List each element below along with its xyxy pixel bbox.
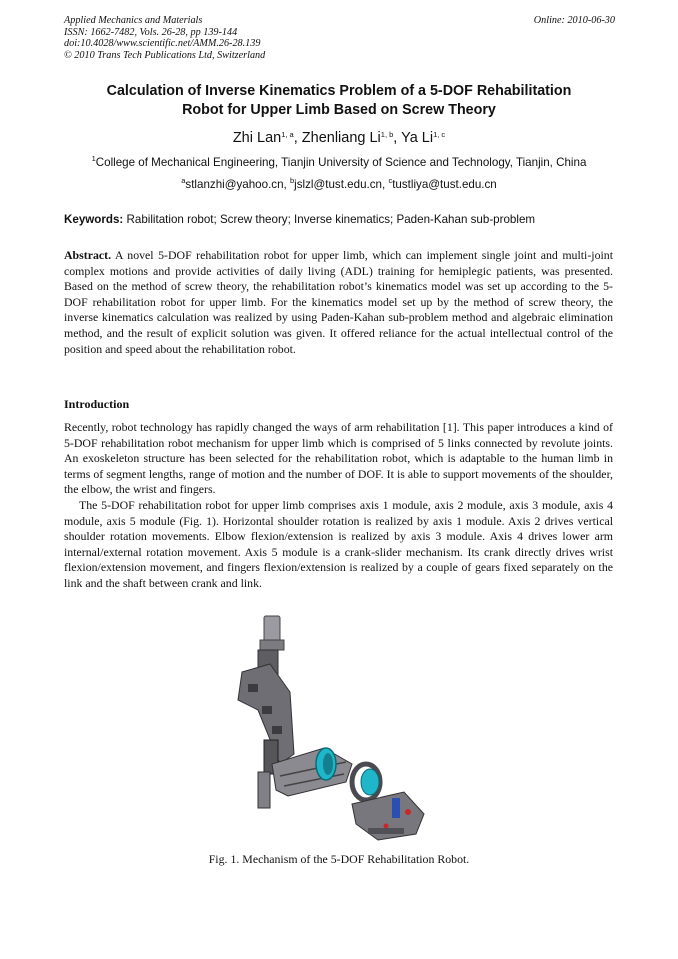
paper-title — [40, 82, 638, 119]
title-line-1: Calculation of Inverse Kinematics Problem of a 5-DOF Rehabilitation — [106, 83, 572, 99]
email-link[interactable]: stlanzhi@yahoo.cn — [185, 178, 284, 191]
copyright-line: © 2010 Trans Tech Publications Ltd, Switzerland — [64, 49, 266, 61]
hand-gear — [392, 798, 400, 818]
section-heading: Introduction — [64, 397, 130, 411]
plate-slot — [262, 706, 272, 714]
title-line-2: Robot for Upper Limb Based on Screw Theory — [182, 101, 496, 118]
email-sup: b — [290, 176, 295, 185]
introduction-body — [64, 420, 613, 592]
indicator-red — [405, 809, 411, 815]
affiliation-text: College of Mechanical Engineering, Tianjin University of Science and Technology, Tianjin, China — [95, 156, 587, 169]
finger-link — [368, 828, 404, 834]
motor-flange — [260, 640, 284, 650]
author-sup: 1, a — [281, 130, 294, 139]
cuff-inner — [323, 753, 333, 775]
figure-caption: Fig. 1. Mechanism of the 5-DOF Rehabilitation Robot. — [208, 852, 470, 866]
axis-3-motor — [258, 772, 270, 808]
author-sep: , — [393, 130, 402, 146]
keywords-label: Keywords: — [64, 213, 124, 226]
abstract-text: A novel 5-DOF rehabilitation robot for upper limb, which can implement single joint and multi-joint complex motions and provide activities of daily living (ADL) training for hemiplegic patients, was presented. Based on the method of screw theory, the rehabilitation robot’s kinematics model was set up according to the 5-DOF rehabilitation robot for upper limb. For the kinematics model set up by the method of screw theory, the inverse kinematics calculation was realized by using Paden-Kahan sub-problem method and algebraic elimination method, and the result of explicit solution was given. It offered reliance for the actual intellectual control of the position and speed about the rehabilitation robot. — [64, 248, 613, 356]
author-list — [40, 128, 638, 148]
author-sep: , — [293, 130, 302, 146]
abstract — [64, 248, 613, 357]
author-name: Zhi Lan — [232, 130, 282, 146]
email-list — [40, 177, 638, 193]
author-sup: 1, b — [380, 130, 394, 139]
forearm-cuff — [361, 769, 379, 795]
journal-name: Applied Mechanics and Materials — [64, 15, 203, 26]
email-sup: a — [181, 176, 186, 185]
author-sup: 1, c — [433, 130, 446, 139]
plate-slot — [248, 684, 258, 692]
keywords-text: Rabilitation robot; Screw theory; Inverse kinematics; Paden-Kahan sub-problem — [123, 213, 536, 226]
indicator-red — [384, 824, 389, 829]
email-sep: , — [381, 178, 389, 191]
journal-header — [64, 15, 265, 61]
robot-illustration — [228, 614, 450, 848]
paragraph: The 5-DOF rehabilitation robot for upper limb comprises axis 1 module, axis 2 module, axis 3 module, axis 4 module, axis 5 module (Fig. 1). Horizontal shoulder rotation is realized by axis 1 module. Axis 2 drives vertical shoulder rotation movements. Elbow flexion/extension is realized by axis 3 module. Axis 4 drives lower arm internal/external rotation movement. Axis 5 module is a crank-slider mechanism. Its crank directly drives wrist flexion/extension movement, and fingers flexion/extension is realized by a couple of gears fixed separately on the link and the shaft between crank and link. — [64, 497, 613, 590]
paragraph: Recently, robot technology has rapidly changed the ways of arm rehabilitation [1]. This paper introduces a kind of 5-DOF rehabilitation robot mechanism for upper limb which is comprised of 5 links connected by revolute joints. An exoskeleton structure has been selected for the rehabilitation robot, which is adaptable to the human limb in terms of segment lengths, range of motion and the number of DOF. It is able to support movements of the shoulder, the elbow, the wrist and fingers. — [64, 420, 613, 497]
affiliation-sup: 1 — [91, 154, 96, 163]
email-link[interactable]: tustliya@tust.edu.cn — [392, 178, 497, 191]
abstract-label: Abstract. — [64, 248, 112, 262]
doi-line: doi:10.4028/www.scientific.net/AMM.26-28.139 — [64, 38, 261, 50]
keywords — [64, 212, 535, 228]
email-sup: c — [388, 176, 393, 185]
author-name: Zhenliang Li — [301, 130, 381, 146]
email-link[interactable]: jslzl@tust.edu.cn — [294, 178, 382, 191]
issn-line: ISSN: 1662-7482, Vols. 26-28, pp 139-144 — [64, 26, 238, 38]
affiliation — [40, 155, 638, 171]
online-date: Online: 2010-06-30 — [533, 15, 615, 26]
plate-slot — [272, 726, 282, 734]
email-sep: , — [283, 178, 290, 191]
top-motor — [264, 616, 280, 642]
robot-figure — [228, 614, 450, 848]
author-name: Ya Li — [401, 130, 434, 146]
